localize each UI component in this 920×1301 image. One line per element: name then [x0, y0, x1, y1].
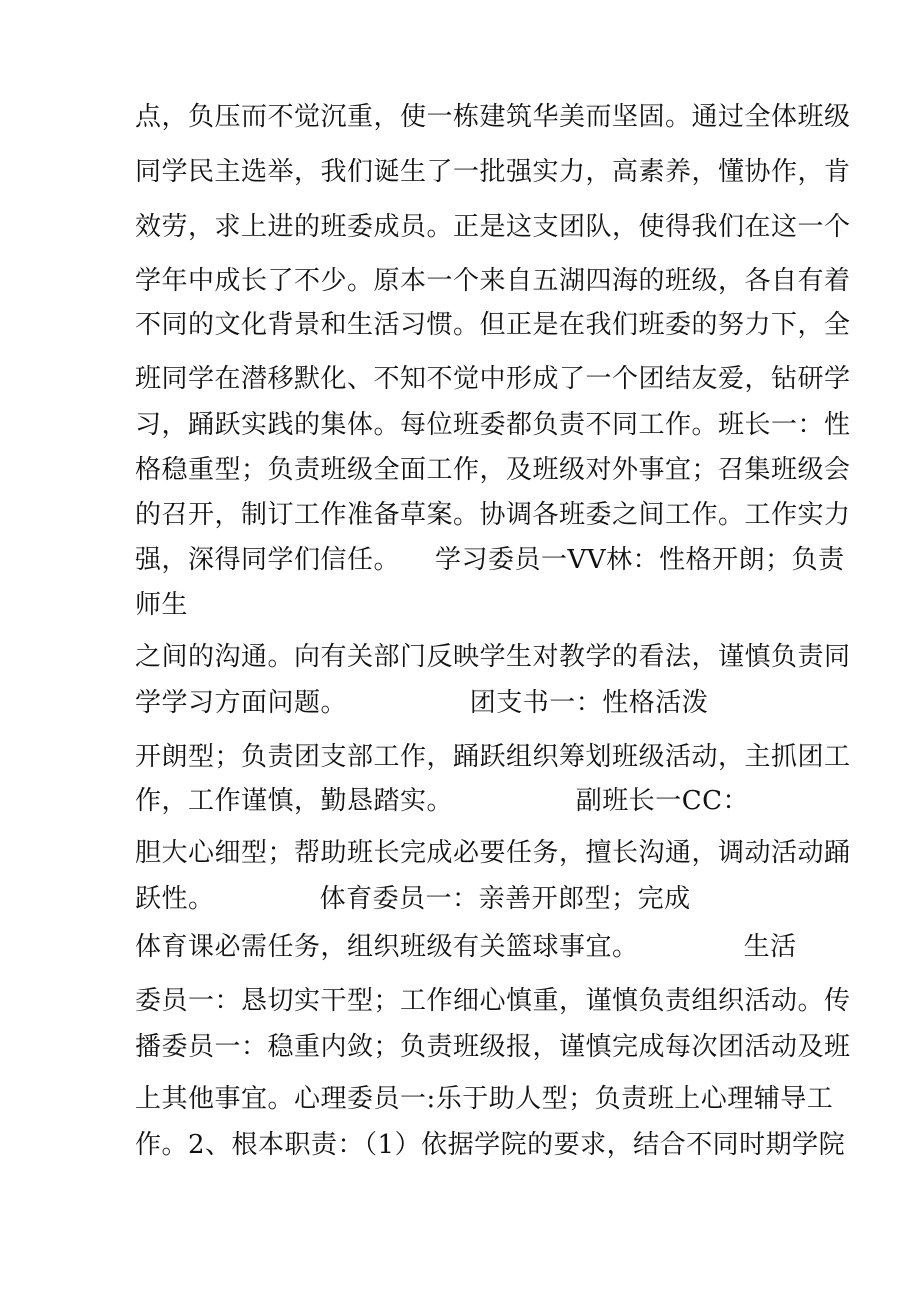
text-line: 学年中成长了不少。原本一个来自五湖四海的班级，各自有着: [135, 266, 851, 296]
text-line: 学学习方面问题。 团支书一：性格活泼: [135, 688, 709, 718]
text-line: 作。2、根本职责：（1）依据学院的要求，结合不同时期学院: [135, 1130, 846, 1160]
text-line: 体育课必需任务，组织班级有关篮球事宜。 生活: [135, 932, 797, 962]
text-line: 习，踊跃实践的集体。每位班委都负责不同工作。班长一：性: [135, 410, 851, 440]
text-line: 胆大心细型；帮助班长完成必要任务，擅长沟通，调动活动踊: [135, 838, 851, 868]
text-line: 之间的沟通。向有关部门反映学生对教学的看法，谨慎负责同: [135, 642, 851, 672]
text-line: 效劳，求上进的班委成员。正是这支团队，使得我们在这一个: [135, 212, 851, 242]
text-line: 不同的文化背景和生活习惯。但正是在我们班委的努力下，全: [135, 310, 851, 340]
text-line: 上其他事宜。心理委员一:乐于助人型；负责班上心理辅导工: [135, 1084, 834, 1114]
text-line: 师生: [135, 590, 189, 620]
text-line: 点，负压而不觉沉重，使一栋建筑华美而坚固。通过全体班级: [135, 102, 851, 132]
text-line: 的召开，制订工作准备草案。协调各班委之间工作。工作实力: [135, 500, 851, 530]
text-line: 委员一：恳切实干型；工作细心慎重，谨慎负责组织活动。传: [135, 986, 851, 1016]
text-line: 格稳重型；负责班级全面工作，及班级对外事宜；召集班级会: [135, 455, 851, 485]
text-line: 班同学在潜移默化、不知不觉中形成了一个团结友爱，钻研学: [135, 364, 851, 394]
text-line: 同学民主选举，我们诞生了一批强实力，高素养，懂协作，肯: [135, 157, 851, 187]
text-line: 开朗型；负责团支部工作，踊跃组织筹划班级活动，主抓团工: [135, 742, 851, 772]
text-line: 播委员一：稳重内敛；负责班级报，谨慎完成每次团活动及班: [135, 1032, 851, 1062]
text-line: 作，工作谨慎，勤恳踏实。 副班长一CC：: [135, 786, 749, 816]
text-line: 强，深得同学们信任。 学习委员一VV林：性格开朗；负责: [135, 545, 845, 575]
text-line: 跃性。 体育委员一：亲善开郎型；完成: [135, 884, 691, 914]
